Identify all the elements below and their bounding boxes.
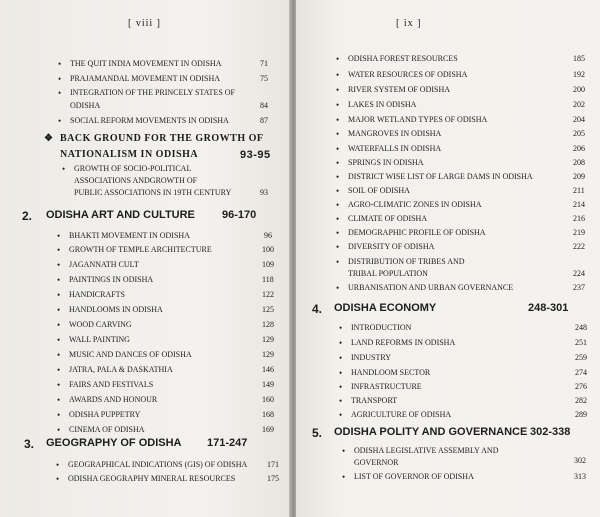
entry-page: 185: [573, 54, 585, 63]
entry-label: LAND REFORMS IN ODISHA: [351, 338, 456, 347]
bullet-icon: •: [57, 305, 61, 315]
bullet-icon: •: [336, 100, 340, 110]
bullet-icon: •: [336, 283, 340, 293]
entry-label: INTEGRATION OF THE PRINCELY STATES OF: [70, 88, 236, 97]
entry-page: 128: [262, 320, 274, 329]
bullet-icon: •: [57, 275, 61, 285]
entry-page: 71: [260, 59, 268, 68]
entry-page: 175: [267, 474, 279, 483]
entry-page: 302: [574, 456, 586, 465]
bullet-icon: •: [57, 350, 61, 360]
bullet-icon: •: [336, 172, 340, 182]
bullet-icon: •: [336, 129, 340, 139]
entry-label: HANDLOOM SECTOR: [351, 368, 431, 377]
chapter-title: GEOGRAPHY OF ODISHA: [46, 437, 182, 449]
entry-page: 109: [262, 260, 274, 269]
bullet-icon: •: [58, 59, 62, 69]
entry-label: AGRICULTURE OF ODISHA: [351, 410, 452, 419]
left-page: [0, 0, 291, 517]
entry-page: 219: [573, 228, 585, 237]
bullet-icon: •: [57, 380, 61, 390]
bullet-icon: •: [57, 231, 61, 241]
entry-label: SOCIAL REFORM MOVEMENTS IN ODISHA: [70, 116, 229, 125]
entry-label: ODISHA: [70, 101, 101, 110]
bullet-icon: •: [57, 335, 61, 345]
entry-page: 251: [575, 338, 587, 347]
chapter-number: 5.: [312, 426, 323, 440]
entry-label: ODISHA FOREST RESOURCES: [348, 54, 458, 63]
entry-label: SOIL OF ODISHA: [348, 186, 410, 195]
bullet-icon: •: [339, 353, 343, 363]
subsection-title-line1: BACK GROUND FOR THE GROWTH OF: [60, 133, 264, 144]
bullet-icon: •: [58, 74, 62, 84]
entry-page: 75: [260, 74, 268, 83]
entry-label: HANDLOOMS IN ODISHA: [69, 305, 163, 314]
entry-page: 146: [262, 365, 274, 374]
diamond-bullet-icon: ❖: [44, 133, 54, 144]
entry-page: 205: [573, 129, 585, 138]
bullet-icon: •: [336, 54, 340, 64]
entry-label: CLIMATE OF ODISHA: [348, 214, 428, 223]
bullet-icon: •: [57, 320, 61, 330]
entry-label: GROWTH OF TEMPLE ARCHITECTURE: [69, 245, 212, 254]
chapter-title: ODISHA POLITY AND GOVERNANCE: [334, 426, 528, 438]
subsection-title-line2: NATIONALISM IN ODISHA: [60, 149, 199, 160]
bullet-icon: •: [339, 382, 343, 392]
entry-page: 122: [262, 290, 274, 299]
chapter-heading: [312, 426, 596, 442]
entry-label: WOOD CARVING: [69, 320, 132, 329]
chapter-heading: [24, 437, 284, 453]
entry-page: 214: [573, 200, 585, 209]
chapter-number: 4.: [312, 302, 323, 316]
bullet-icon: •: [336, 200, 340, 210]
entry-label: MAJOR WETLAND TYPES OF ODISHA: [348, 115, 488, 124]
bullet-icon: •: [336, 242, 340, 252]
entry-page: 129: [262, 350, 274, 359]
subsection-range: 93-95: [240, 149, 271, 161]
entry-label: TRIBAL POPULATION: [348, 269, 428, 278]
entry-page: 93: [260, 188, 268, 197]
entry-label: RIVER SYSTEM OF ODISHA: [348, 85, 451, 94]
page-number: [ ix ]: [396, 18, 422, 29]
bullet-icon: •: [62, 164, 66, 174]
entry-page: 169: [262, 425, 274, 434]
entry-label: WALL PAINTING: [69, 335, 130, 344]
entry-page: 118: [262, 275, 274, 284]
entry-page: 274: [575, 368, 587, 377]
bullet-icon: •: [57, 365, 61, 375]
bullet-icon: •: [336, 186, 340, 196]
entry-label: MUSIC AND DANCES OF ODISHA: [69, 350, 192, 359]
entry-page: 192: [573, 70, 585, 79]
entry-page: 216: [573, 214, 585, 223]
entry-page: 224: [573, 269, 585, 278]
bullet-icon: •: [58, 116, 62, 126]
chapter-number: 2.: [22, 209, 33, 223]
entry-label: JAGANNATH CULT: [69, 260, 139, 269]
entry-page: 237: [573, 283, 585, 292]
entry-label: INFRASTRUCTURE: [351, 382, 422, 391]
chapter-range: 96-170: [222, 209, 257, 221]
bullet-icon: •: [339, 410, 343, 420]
bullet-icon: •: [56, 460, 60, 470]
entry-label: WATERFALLS IN ODISHA: [348, 144, 442, 153]
bullet-icon: •: [58, 88, 62, 98]
bullet-icon: •: [57, 245, 61, 255]
entry-label: DISTRIBUTION OF TRIBES AND: [348, 257, 465, 266]
entry-page: 84: [260, 101, 268, 110]
entry-page: 168: [262, 410, 274, 419]
bullet-icon: •: [57, 425, 61, 435]
entry-label: ASSOCIATIONS ANDGROWTH OF: [74, 176, 198, 185]
entry-page: 211: [573, 186, 585, 195]
entry-label: CINEMA OF ODISHA: [69, 425, 145, 434]
entry-page: 206: [573, 144, 585, 153]
entry-label: LAKES IN ODISHA: [348, 100, 417, 109]
entry-label: DEMOGRAPHIC PROFILE OF ODISHA: [348, 228, 486, 237]
entry-page: 259: [575, 353, 587, 362]
chapter-range: 171-247: [207, 437, 248, 449]
entry-label: PAINTINGS IN ODISHA: [69, 275, 154, 284]
entry-page: 96: [264, 231, 272, 240]
entry-page: 313: [574, 472, 586, 481]
entry-label: JATRA, PALA & DASKATHIA: [69, 365, 173, 374]
entry-label: BHAKTI MOVEMENT IN ODISHA: [69, 231, 190, 240]
entry-page: 171: [267, 460, 279, 469]
chapter-number: 3.: [24, 437, 35, 451]
bullet-icon: •: [339, 338, 343, 348]
entry-page: 149: [262, 380, 274, 389]
entry-page: 208: [573, 158, 585, 167]
entry-label: MANGROVES IN ODISHA: [348, 129, 442, 138]
bullet-icon: •: [336, 70, 340, 80]
entry-label: SPRINGS IN ODISHA: [348, 158, 424, 167]
chapter-range: 302-338: [530, 426, 571, 438]
entry-page: 160: [262, 395, 274, 404]
entry-label: ODISHA GEOGRAPHY MINERAL RESOURCES: [68, 474, 236, 483]
bullet-icon: •: [339, 396, 343, 406]
bullet-icon: •: [336, 257, 340, 267]
chapter-title: ODISHA ECONOMY: [334, 302, 437, 314]
bullet-icon: •: [336, 228, 340, 238]
chapter-title: ODISHA ART AND CULTURE: [46, 209, 195, 221]
entry-label: INTRODUCTION: [351, 323, 412, 332]
page-number: [ viii ]: [128, 18, 161, 29]
entry-page: 276: [575, 382, 587, 391]
entry-label: AWARDS AND HONOUR: [69, 395, 158, 404]
entry-page: 200: [573, 85, 585, 94]
entry-label: URBANISATION AND URBAN GOVERNANCE: [348, 283, 514, 292]
entry-page: 222: [573, 242, 585, 251]
entry-label: PUBLIC ASSOCIATIONS IN 19TH CENTURY: [74, 188, 232, 197]
chapter-range: 248-301: [528, 302, 569, 314]
entry-page: 282: [575, 396, 587, 405]
bullet-icon: •: [342, 446, 346, 456]
entry-page: 248: [575, 323, 587, 332]
entry-label: WATER RESOURCES OF ODISHA: [348, 70, 468, 79]
entry-page: 87: [260, 116, 268, 125]
entry-label: LIST OF GOVERNOR OF ODISHA: [354, 472, 474, 481]
bullet-icon: •: [336, 115, 340, 125]
entry-label: GEOGRAPHICAL INDICATIONS (GIS) OF ODISHA: [68, 460, 248, 469]
bullet-icon: •: [336, 144, 340, 154]
entry-label: ODISHA LEGISLATIVE ASSEMBLY AND: [354, 446, 499, 455]
entry-label: DIVERSITY OF ODISHA: [348, 242, 435, 251]
bullet-icon: •: [57, 290, 61, 300]
bullet-icon: •: [342, 472, 346, 482]
entry-page: 202: [573, 100, 585, 109]
entry-label: PRAJAMANDAL MOVEMENT IN ODISHA: [70, 74, 221, 83]
chapter-heading: [312, 302, 596, 318]
entry-page: 289: [575, 410, 587, 419]
bullet-icon: •: [57, 260, 61, 270]
entry-label: AGRO-CLIMATIC ZONES IN ODISHA: [348, 200, 482, 209]
bullet-icon: •: [339, 368, 343, 378]
bullet-icon: •: [57, 395, 61, 405]
chapter-heading: [22, 209, 282, 225]
entry-page: 129: [262, 335, 274, 344]
entry-label: GROWTH OF SOCIO-POLITICAL: [74, 164, 192, 173]
entry-label: HANDICRAFTS: [69, 290, 126, 299]
entry-label: ODISHA PUPPETRY: [69, 410, 141, 419]
entry-label: TRANSPORT: [351, 396, 398, 405]
entry-label: THE QUIT INDIA MOVEMENT IN ODISHA: [70, 59, 222, 68]
bullet-icon: •: [336, 158, 340, 168]
entry-label: FAIRS AND FESTIVALS: [69, 380, 154, 389]
bullet-icon: •: [56, 474, 60, 484]
entry-label: INDUSTRY: [351, 353, 392, 362]
entry-label: DISTRICT WISE LIST OF LARGE DAMS IN ODISHA: [348, 172, 533, 181]
bullet-icon: •: [57, 410, 61, 420]
entry-page: 125: [262, 305, 274, 314]
right-page: [296, 0, 600, 517]
entry-page: 209: [573, 172, 585, 181]
bullet-icon: •: [336, 214, 340, 224]
entry-page: 100: [262, 245, 274, 254]
entry-label: GOVERNOR: [354, 458, 399, 467]
bullet-icon: •: [336, 85, 340, 95]
bullet-icon: •: [339, 323, 343, 333]
entry-page: 204: [573, 115, 585, 124]
